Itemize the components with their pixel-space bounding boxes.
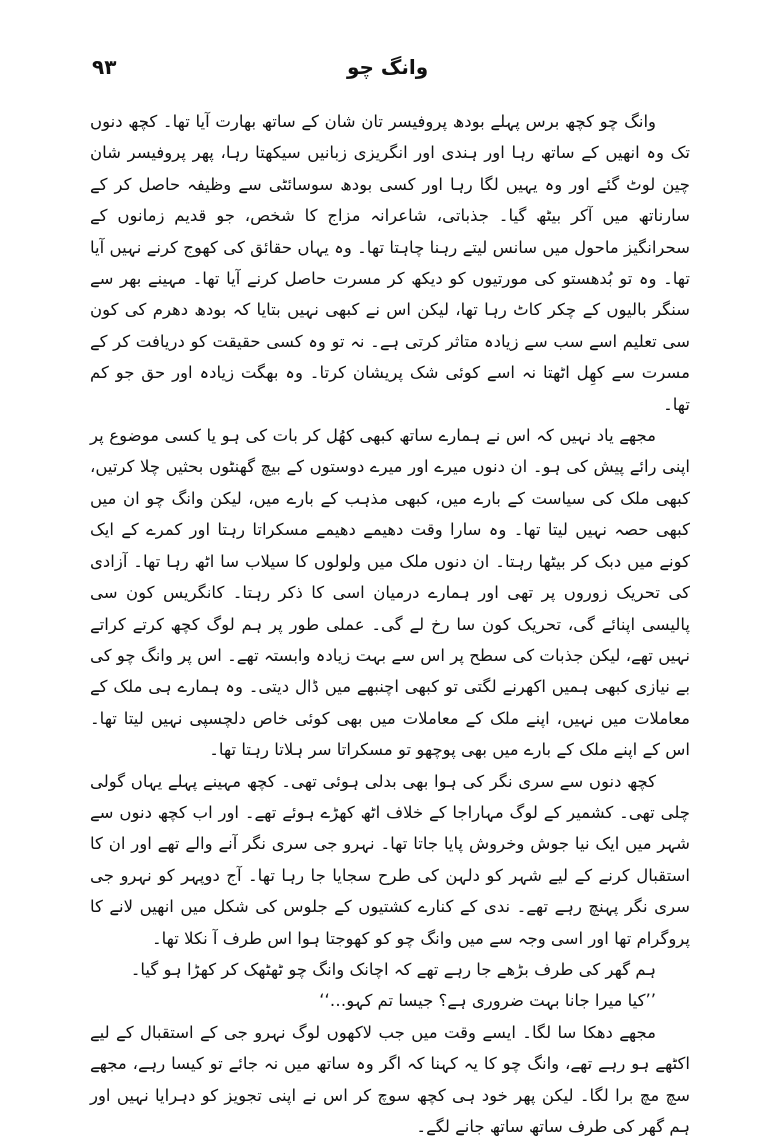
page-number: ۹۳ (92, 55, 117, 79)
paragraph: مجھے دھکا سا لگا۔ ایسے وقت میں جب لاکھوں لوگ نہرو جی کے استقبال کے لیے اکٹھے ہو رہے تھے، وانگ چو کا یہ کہنا کہ اگر وہ ساتھ میں نہ جائے تو کیسا رہے، مجھے سچ مچ برا لگا۔ لیکن پھر خود ہی کچھ سوچ کر اس نے اپنی تجویز کو دہرایا نہیں اور ہم گھر کی طرف ساتھ ساتھ جانے لگے۔ (90, 1022, 690, 1136)
running-head (92, 52, 692, 82)
book-title: وانگ چو (347, 55, 429, 79)
paragraph: ہم گھر کی طرف بڑھے جا رہے تھے کہ اچانک وانگ چو ٹھٹھک کر کھڑا ہو گیا۔ (130, 959, 656, 979)
body-text (90, 106, 690, 1142)
paragraph: وانگ چو کچھ برس پہلے بودھ پروفیسر تان شان کے ساتھ بھارت آیا تھا۔ کچھ دنوں تک وہ انھیں کے ساتھ رہا اور ہندی اور انگریزی زبانیں سیکھتا رہا، پھر پروفیسر شان چین لوٹ گئے اور وہ یہیں لگا رہا اور کسی بودھ سوسائٹی سے وظیفہ حاصل کر کے سارناتھ میں آکر بیٹھ گیا۔ جذباتی، شاعرانہ مزاج کا شخص، جو قدیم زمانوں کے سحرانگیز ماحول میں سانس لیتے رہنا چاہتا تھا۔ وہ یہاں حقائق کی کھوج کرنے نہیں آیا تھا۔ وہ تو بُدھستو کی مورتیوں کو دیکھ کر مسرت حاصل کرنے آیا تھا۔ مہینے بھر سے سنگر بالیوں کے چکر کاٹ رہا تھا، لیکن اس نے کبھی نہیں بتایا کہ بودھ دھرم کی کون سی تعلیم اسے سب سے زیادہ متاثر کرتی ہے۔ نہ تو وہ کسی حقیقت کو دریافت کر کے مسرت سے کھِل اٹھتا نہ اسے کوئی شک پریشان کرتا۔ وہ بھگت زیادہ اور حق جو کم تھا۔ (90, 112, 690, 414)
dialogue-line: ’’کیا میرا جانا بہت ضروری ہے؟ جیسا تم کہو…‘‘ (319, 991, 656, 1011)
paragraph: کچھ دنوں سے سری نگر کی ہوا بھی بدلی ہوئی تھی۔ کچھ مہینے پہلے یہاں گولی چلی تھی۔ کشمیر کے لوگ مہاراجا کے خلاف اٹھ کھڑے ہوئے تھے۔ اور اب کچھ دنوں سے شہر میں ایک نیا جوش وخروش پایا جاتا تھا۔ نہرو جی سری نگر آنے والے تھے اور ان کا استقبال کرنے کے لیے شہر کو دلہن کی طرح سجایا جا رہا تھا۔ آج دوپہر کو نہرو جی سری نگر پہنچ رہے تھے۔ ندی کے کنارے کشتیوں کے جلوس کی شکل میں انھیں لانے کا پروگرام تھا اور اسی وجہ سے میں وانگ چو کو کھوجتا ہوا اس طرف آ نکلا تھا۔ (90, 771, 690, 948)
paragraph: مجھے یاد نہیں کہ اس نے ہمارے ساتھ کبھی کھُل کر بات کی ہو یا کسی موضوع پر اپنی رائے پیش کی ہو۔ ان دنوں میرے اور میرے دوستوں کے بیچ گھنٹوں بحثیں چلا کرتیں، کبھی ملک کی سیاست کے بارے میں، کبھی مذہب کے بارے میں، لیکن وانگ چو ان میں کبھی حصہ نہیں لیتا تھا۔ وہ سارا وقت دھیمے دھیمے مسکراتا رہتا اور کمرے کے ایک کونے میں دبک کر بیٹھا رہتا۔ ان دنوں ملک میں ولولوں کا سیلاب سا اٹھ رہا تھا۔ آزادی کی تحریک زوروں پر تھی اور ہمارے درمیان اسی کا ذکر رہتا۔ کانگریس کون سی پالیسی اپنائے گی، تحریک کون سا رخ لے گی۔ عملی طور پر ہم لوگ کچھ کرتے کراتے نہیں تھے، لیکن جذبات کی سطح پر اس سے بہت زیادہ وابستہ تھے۔ اس پر وانگ چو کی بے نیازی کبھی ہمیں اکھرنے لگتی تو کبھی اچنبھے میں ڈال دیتی۔ وہ ہمارے ہی ملک کے معاملات میں نہیں، اپنے ملک کے معاملات میں بھی کوئی خاص دلچسپی نہیں لیتا تھا۔ اس کے اپنے ملک کے بارے میں بھی پوچھو تو مسکراتا سر ہلاتا رہتا تھا۔ (90, 426, 690, 760)
